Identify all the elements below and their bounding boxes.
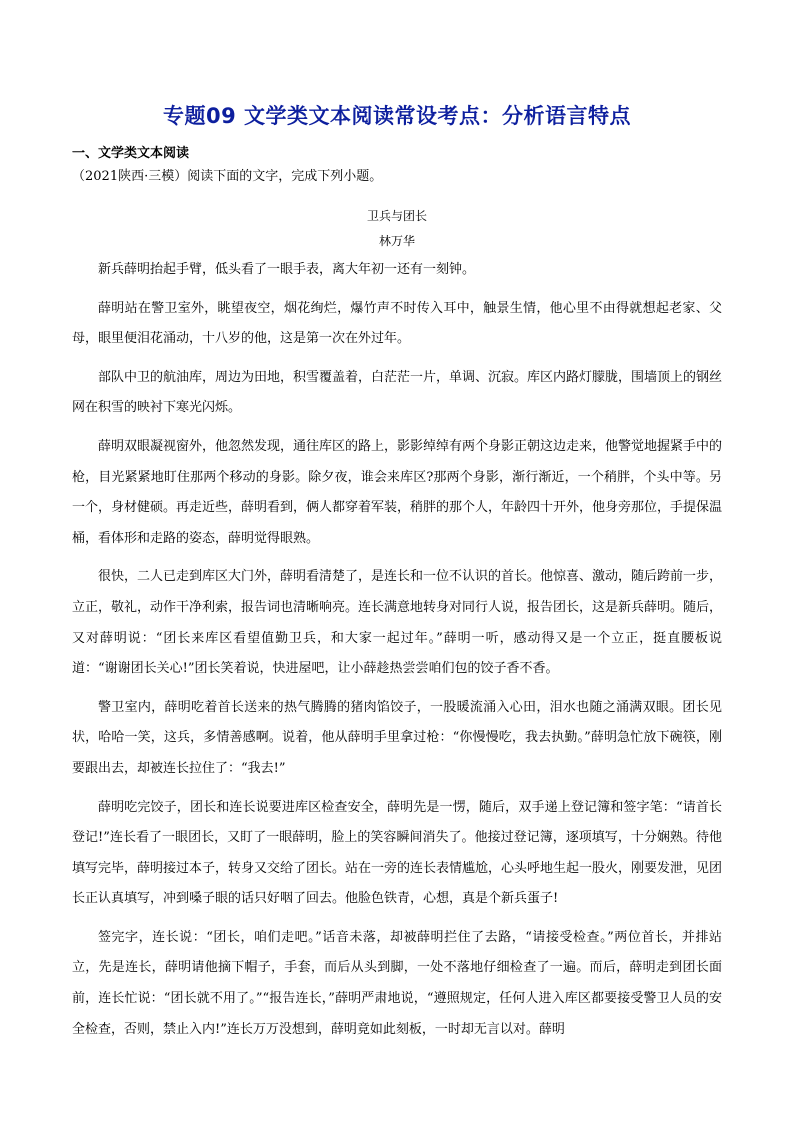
paragraph: 新兵薛明抬起手臂，低头看了一眼手表，离大年初一还有一刻钟。 — [98, 262, 476, 277]
story-body — [72, 255, 722, 1053]
section-heading: 一、文学类文本阅读 — [72, 146, 190, 161]
story-title: 卫兵与团长 — [366, 209, 427, 223]
paragraph: 签完字，连长说：“团长，咱们走吧。”话音未落，却被薛明拦住了去路，“请接受检查。”两位首长，并排站立，先是连长，薛明请他摘下帽子，手套，而后从头到脚，一处不落地仔细检查了一遍。而后，薛明走到团长面前，连长忙说：“团长就不用了。”“报告连长，”薛明严肃地说，“遵照规定，任何人进入库区都要接受警卫人员的安全检查，否则，禁止入内!”连长万万没想到，薛明竟如此刻板，一时却无言以对。薛明 — [72, 929, 722, 1037]
paragraph: 部队中卫的航油库，周边为田地，积雪覆盖着，白茫茫一片，单调、沉寂。库区内路灯朦胧，围墙顶上的钢丝网在积雪的映衬下寒光闪烁。 — [72, 369, 723, 416]
story-author: 林万华 — [378, 234, 415, 248]
paragraph: 薛明吃完饺子，团长和连长说要进库区检查安全，薛明先是一愣，随后，双手递上登记簿和签字笔：“请首长登记!”连长看了一眼团长，又盯了一眼薛明，脸上的笑容瞬间消失了。他接过登记簿，逐项填写，十分娴熟。待他填写完毕，薛明接过本子，转身又交给了团长。站在一旁的连长表情尴尬，心头呼地生起一股火，刚要发泄，见团长正认真填写，冲到嗓子眼的话只好咽了回去。他脸色铁青，心想，真是个新兵蛋子! — [72, 799, 723, 907]
paragraph: 薛明双眼凝视窗外，他忽然发现，通往库区的路上，影影绰绰有两个身影正朝这边走来，他警觉地握紧手中的枪，目光紧紧地盯住那两个移动的身影。除夕夜，谁会来库区?那两个身影，渐行渐近，一个稍胖，个头中等。另一个，身材健硕。再走近些，薛明看到，俩人都穿着军装，稍胖的那个人，年龄四十开外，他身旁那位，手提保温桶，看体形和走路的姿态，薛明觉得眼熟。 — [72, 438, 723, 546]
paragraph: 很快，二人已走到库区大门外，薛明看清楚了，是连长和一位不认识的首长。他惊喜、激动，随后跨前一步，立正，敬礼，动作干净利索，报告词也清晰响亮。连长满意地转身对同行人说，报告团长，这是新兵薛明。随后，又对薛明说：“团长来库区看望值勤卫兵，和大家一起过年。”薛明一听，感动得又是一个立正，挺直腰板说道：“谢谢团长关心!”团长笑着说，快进屋吧，让小薛趁热尝尝咱们包的饺子香不香。 — [72, 569, 723, 677]
page-title: 专题09 文学类文本阅读常设考点：分析语言特点 — [162, 104, 632, 128]
paragraph: 薛明站在警卫室外，眺望夜空，烟花绚烂，爆竹声不时传入耳中，触景生情，他心里不由得就想起老家、父母，眼里便泪花涌动，十八岁的他，这是第一次在外过年。 — [72, 300, 722, 347]
paragraph: 警卫室内，薛明吃着首长送来的热气腾腾的猪肉馅饺子，一股暖流涌入心田，泪水也随之涌满双眼。团长见状，哈哈一笑，这兵，多情善感啊。说着，他从薛明手里拿过枪：“你慢慢吃，我去执勤。”薛明急忙放下碗筷，刚要跟出去，却被连长拉住了：“我去!” — [72, 699, 722, 776]
question-intro: （2021陕西·三模）阅读下面的文字，完成下列小题。 — [72, 169, 383, 184]
